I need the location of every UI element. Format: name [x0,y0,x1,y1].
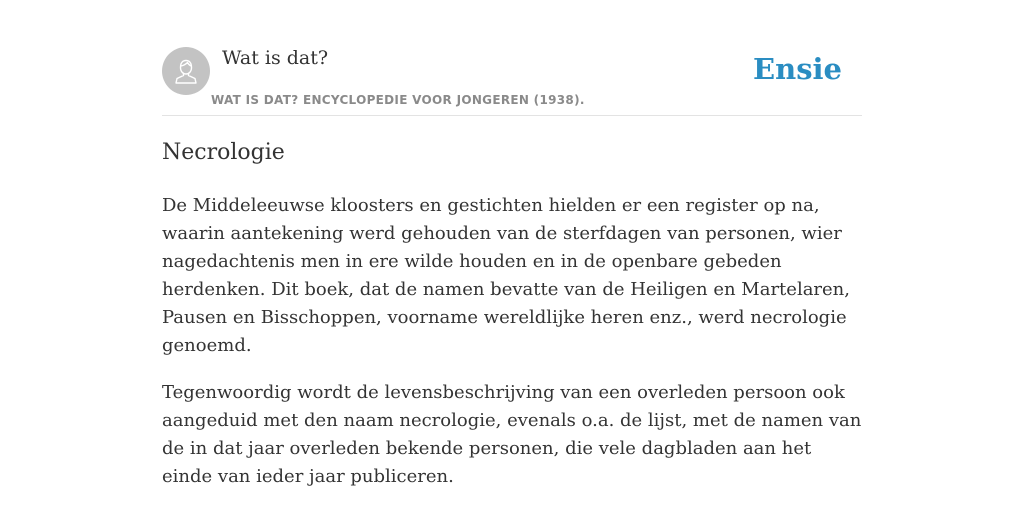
page-container [162,0,862,487]
source-avatar[interactable] [162,47,210,95]
source-name-link[interactable]: Wat is dat? [222,47,329,69]
ensie-logo-link[interactable]: Ensie [753,52,842,86]
article-paragraph: Tegenwoordig wordt de levensbeschrijving van een overleden persoon ook aangeduid met den naam necrologie, evenals o.a. de lijst, met de namen van de in dat jaar overleden bekende personen, die vele dagbladen aan het einde van ieder jaar publiceren. [162,382,862,487]
source-header [162,0,862,116]
source-subtitle: WAT IS DAT? ENCYCLOPEDIE VOOR JONGEREN (1938). [211,93,585,107]
article-content [162,192,862,510]
article-paragraph: De Middeleeuwse kloosters en gestichten hielden er een register op na, waarin aantekening werd gehouden van de sterfdagen van personen, wier nagedachtenis men in ere wilde houden en in de openbare gebeden herdenken. Dit boek, dat de namen bevatte van de Heiligen en Martelaren, Pausen en Bisschoppen, voorname wereldlijke heren enz., werd necrologie genoemd. [162,195,850,356]
user-icon [171,56,201,86]
article-title: Necrologie [162,140,285,165]
